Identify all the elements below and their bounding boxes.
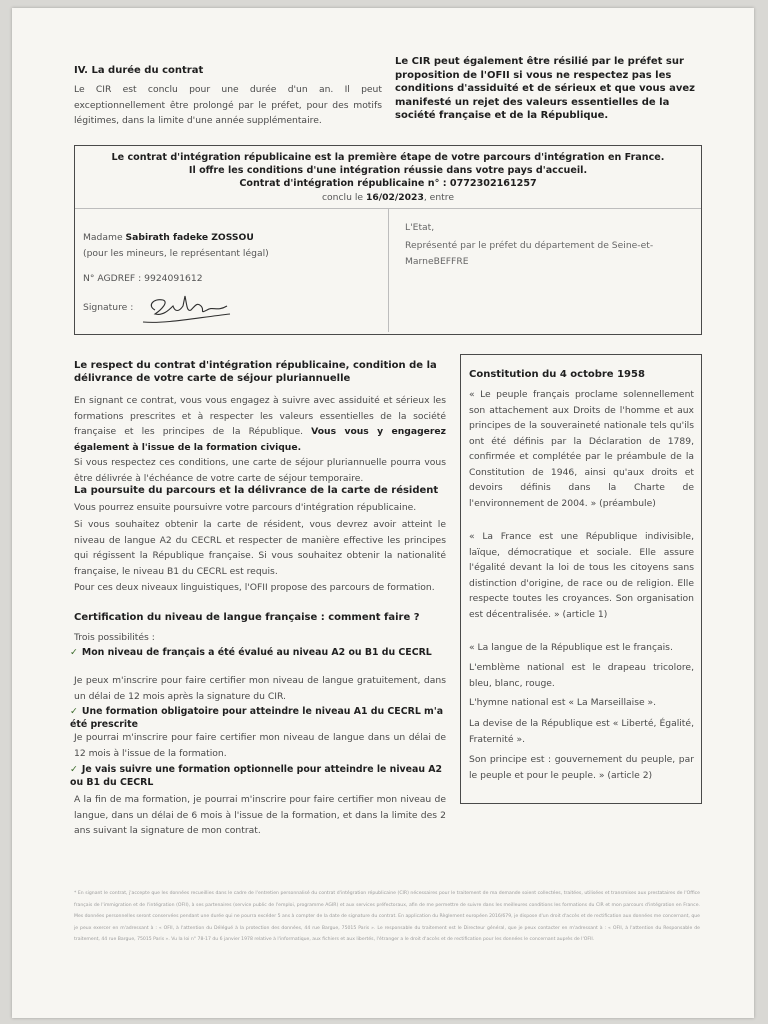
agdref-value: 9924091612	[144, 273, 203, 284]
party1-agdref-line	[83, 273, 203, 284]
check-icon: ✓	[70, 647, 78, 658]
certif-intro: Trois possibilités :	[74, 632, 155, 643]
constitution-p7: Son principe est : gouvernement du peuple, par le peuple et pour le peuple. » (article 2)	[469, 754, 694, 781]
contract-number-line	[75, 178, 701, 191]
section-title: IV. La durée du contrat	[74, 65, 204, 76]
contract-number: 0772302161257	[449, 178, 537, 189]
contract-date-prefix: conclu le	[322, 192, 364, 203]
party2-rep: Représenté par le préfet du département de Seine-et-MarneBEFFRE	[405, 240, 654, 267]
constitution-p4: L'emblème national est le drapeau tricolore, bleu, blanc, rouge.	[469, 662, 694, 689]
contract-date-suffix: , entre	[423, 192, 454, 203]
party1-name: Sabirath fadeke ZOSSOU	[125, 232, 254, 243]
option2-text: Je pourrai m'inscrire pour faire certifier mon niveau de langue dans un délai de 12 mois à l'issue de la formation.	[74, 732, 446, 759]
option3-text: A la fin de ma formation, je pourrai m'inscrire pour faire certifier mon niveau de langue, dans un délai de 6 mois à l'issue de la formation, et dans la limite des 2 ans suivant la signature de mon contrat.	[74, 794, 446, 836]
party2-state: L'Etat,	[405, 222, 435, 233]
party1-name-line	[83, 232, 254, 243]
poursuite-p3: Pour ces deux niveaux linguistiques, l'OFII propose des parcours de formation.	[74, 582, 435, 593]
option3-title	[70, 763, 446, 789]
party1-minors: (pour les mineurs, le représentant légal)	[83, 248, 269, 259]
poursuite-title: La poursuite du parcours et la délivrance de la carte de résident	[74, 485, 439, 496]
option2-title	[70, 705, 446, 731]
respect-title: Le respect du contrat d'intégration républicaine, condition de la délivrance de votre carte de séjour pluriannuelle	[74, 360, 437, 384]
constitution-p1: « Le peuple français proclame solennellement son attachement aux Droits de l'homme et aux principes de la souveraineté nationale tels qu'ils ont été définis par la Déclaration de 1789, confirmée et complétée par le préambule de la Constitution de 1946, ainsi qu'aux droits et devoirs définis dans la Charte de l'environnement de 2004. » (préambule)	[469, 389, 694, 509]
signature-image	[135, 288, 245, 330]
agdref-label: N° AGDREF :	[83, 273, 142, 284]
option2-title-text: Une formation obligatoire pour atteindre le niveau A1 du CECRL m'a été prescrite	[70, 706, 444, 730]
option1-text: Je peux m'inscrire pour faire certifier mon niveau de langue gratuitement, dans un délai de 12 mois après la signature du CIR.	[74, 675, 446, 702]
constitution-p3: « La langue de la République est le français.	[469, 642, 673, 653]
respect-p1-a: En signant ce contrat, vous vous engagez à suivre avec assiduité et sérieux les formations prescrites et à respecter les valeurs essentielles de la société française et les principes de la République.	[74, 395, 446, 437]
document-page	[12, 8, 754, 1018]
contract-date-line	[75, 192, 701, 204]
option3-title-text: Je vais suivre une formation optionnelle pour atteindre le niveau A2 ou B1 du CECRL	[70, 764, 443, 788]
constitution-title: Constitution du 4 octobre 1958	[469, 369, 645, 380]
option1-title	[70, 646, 446, 659]
respect-p1-b: Vous vous y engagerez également à l'issue de la formation civique.	[74, 426, 446, 453]
contract-number-label: Contrat d'intégration républicaine n° :	[239, 178, 447, 189]
contract-date: 16/02/2023	[365, 192, 424, 203]
certif-title: Certification du niveau de langue française : comment faire ?	[74, 612, 420, 623]
constitution-box	[460, 354, 702, 804]
respect-p1	[74, 393, 446, 455]
option1-title-text: Mon niveau de français a été évalué au niveau A2 ou B1 du CECRL	[81, 647, 432, 658]
contract-box	[74, 145, 702, 335]
constitution-p6: La devise de la République est « Liberté, Égalité, Fraternité ».	[469, 718, 694, 745]
footnote: * En signant le contrat, j'accepte que les données recueillies dans le cadre de l'entretien personnalisé du contrat d'intégration républicaine (CIR) nécessaires pour le traitement de ma demande soient collectées, traitées, utilisées et transmises aux prestataires de l'Office français de l'immigration et de l'intégration (OFII), à ses partenaires (service public de l'emploi, programme AGIR) et aux services préfectoraux, afin de me permettre de suivre dans les meilleures conditions les formations du CIR et mon parcours d'intégration en France. Mes données personnelles seront conservées pendant une durée qui ne pourra excéder 5 ans à compter de la date de signature du contrat. En application du Règlement européen 2016/679, je dispose d'un droit d'accès et de rectification aux données me concernant, que je peux exercer en m'adressant à : « OFII, à l'attention du Délégué à la protection des données, 44 rue Bargue, 75015 Paris ». Le responsable du traitement est le Directeur général, que je peux contacter en m'adressant à : « OFII, à l'attention du Responsable de traitement, 44 rue Bargue, 75015 Paris ». Vu la loi n° 78-17 du 6 janvier 1978 relative à l'informatique, aux fichiers et aux libertés, l'étranger a le droit d'accès et de rectification pour les données le concernant auprès de l'OFII.	[74, 891, 700, 942]
respect-p2: Si vous respectez ces conditions, une carte de séjour pluriannuelle pourra vous être délivrée à l'échéance de votre carte de séjour temporaire.	[74, 457, 446, 484]
section-text: Le CIR est conclu pour une durée d'un an. Il peut exceptionnellement être prolongé par le préfet, pour des motifs légitimes, dans la limite d'une année supplémentaire.	[74, 84, 382, 126]
resiliation-text: Le CIR peut également être résilié par le préfet sur proposition de l'OFII si vous ne respectez pas les conditions d'assiduité et de sérieux et que vous avez manifesté un rejet des valeurs essentielles de la société française et de la République.	[395, 56, 695, 121]
contract-line1: Le contrat d'intégration républicaine est la première étape de votre parcours d'intégration en France.	[111, 152, 665, 163]
party1-title: Madame	[83, 232, 123, 243]
poursuite-p2: Si vous souhaitez obtenir la carte de résident, vous devrez avoir atteint le niveau de langue A2 du CECRL et respecter de manière effective les principes qui régissent la République française. Si vous souhaitez obtenir la nationalité française, le niveau B1 du CECRL est requis.	[74, 519, 446, 577]
contract-line2: Il offre les conditions d'une intégration réussie dans votre pays d'accueil.	[188, 165, 588, 176]
contract-divider-v	[388, 208, 389, 332]
check-icon: ✓	[70, 706, 78, 717]
poursuite-p1: Vous pourrez ensuite poursuivre votre parcours d'intégration républicaine.	[74, 502, 417, 513]
constitution-p5: L'hymne national est « La Marseillaise ».	[469, 697, 657, 708]
check-icon: ✓	[70, 764, 78, 775]
constitution-p2: « La France est une République indivisible, laïque, démocratique et sociale. Elle assure l'égalité devant la loi de tous les citoyens sans distinction d'origine, de race ou de religion. Elle respecte toutes les croyances. Son organisation est décentralisée. » (article 1)	[469, 531, 694, 620]
signature-label: Signature :	[83, 302, 134, 313]
